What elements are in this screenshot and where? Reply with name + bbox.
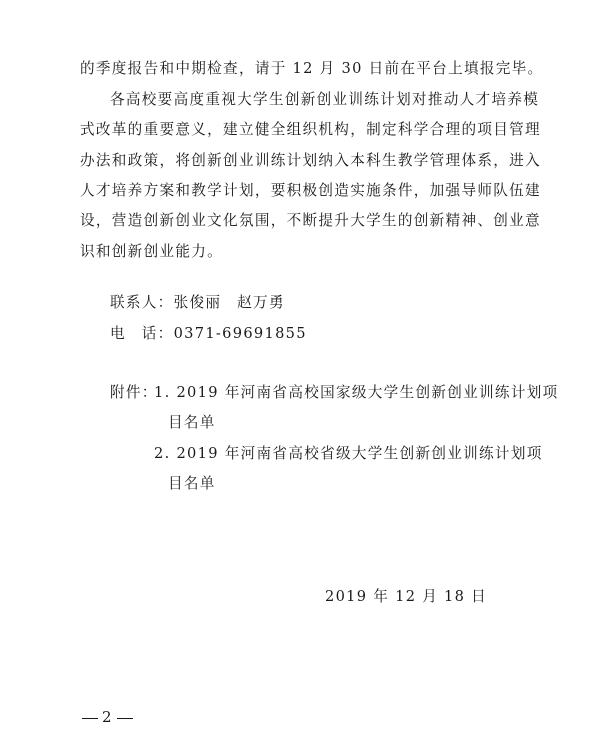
document-date: 2019 年 12 月 18 日 <box>325 588 488 605</box>
attachment-item-1-line-1: 1. 2019 年河南省高校国家级大学生创新创业训练计划项 <box>154 384 559 401</box>
body-line-1: 的季度报告和中期检查，请于 12 月 30 日前在平台上填报完毕。 <box>80 60 544 77</box>
page-footer <box>78 708 137 726</box>
body-line-7: 识和创新创业能力。 <box>80 243 224 260</box>
body-line-3: 式改革的重要意义，建立健全组织机构，制定科学合理的项目管理 <box>80 121 541 138</box>
body-line-2: 各高校要高度重视大学生创新创业训练计划对推动人才培养模 <box>110 91 540 108</box>
body-line-6: 设，营造创新创业文化氛围，不断提升大学生的创新精神、创业意 <box>80 212 541 229</box>
contact-persons: 联系人：张俊丽 赵万勇 <box>110 294 285 311</box>
attachments-prefix: 附件： <box>110 384 158 401</box>
attachment-item-2-line-2: 目名单 <box>168 475 216 492</box>
page-number: 2 <box>102 708 113 726</box>
attachment-item-2-line-1: 2. 2019 年河南省高校省级大学生创新创业训练计划项 <box>154 445 543 462</box>
body-line-5: 人才培养方案和教学计划，要积极创造实施条件，加强导师队伍建 <box>80 182 541 199</box>
body-line-4: 办法和政策，将创新创业训练计划纳入本科生教学管理体系，进入 <box>80 152 541 169</box>
attachment-item-1-line-2: 目名单 <box>168 414 216 431</box>
contact-phone: 电 话：0371-69691855 <box>110 325 307 342</box>
footer-dash-right <box>117 718 133 719</box>
footer-dash-left <box>82 718 98 719</box>
